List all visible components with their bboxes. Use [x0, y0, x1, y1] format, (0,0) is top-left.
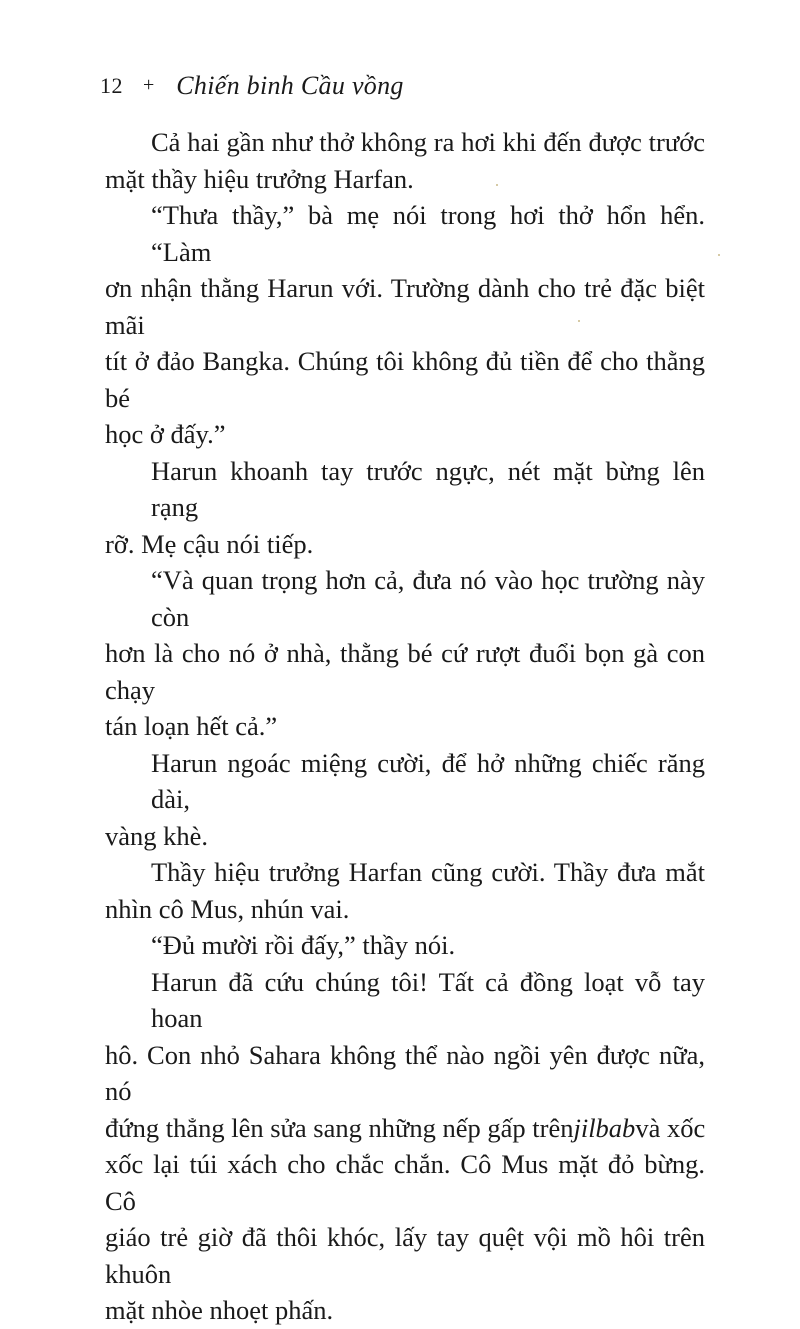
text-line — [105, 124, 705, 161]
text-line — [105, 964, 705, 1037]
running-header — [100, 66, 404, 106]
page-number: 12 — [100, 73, 123, 98]
text-line: ơn nhận thằng Harun với. Trường dành cho trẻ đặc biệt mãi — [105, 273, 705, 340]
text-line: xốc lại túi xách cho chắc chắn. Cô Mus mặt đỏ bừng. Cô — [105, 1149, 705, 1216]
text-line — [105, 1110, 705, 1147]
text-line: tán loạn hết cả.” — [105, 711, 278, 741]
text-line — [105, 854, 705, 891]
text-line-content: Thầy hiệu trưởng Harfan cũng cười. Thầy đưa mắt — [151, 857, 705, 887]
text-line: mặt nhòe nhoẹt phấn. — [105, 1295, 334, 1325]
text-line: “Đủ mười rồi đấy,” thầy nói. — [151, 930, 456, 960]
text-line-content: Cả hai gần như thở không ra hơi khi đến được trước — [151, 127, 705, 157]
paragraph-7 — [105, 927, 705, 964]
text-line: nhìn cô Mus, nhún vai. — [105, 893, 350, 924]
paragraph-4 — [105, 562, 705, 745]
text-line: hơn là cho nó ở nhà, thằng bé cứ rượt đuổi bọn gà con chạy — [105, 638, 705, 705]
text-line: học ở đấy.” — [105, 419, 226, 449]
paragraph-6 — [105, 854, 705, 927]
text-line-content: Harun khoanh tay trước ngực, nét mặt bừng lên rạng — [151, 455, 705, 522]
paragraph-3 — [105, 453, 705, 563]
paper-speck — [718, 254, 720, 256]
text-line: hô. Con nhỏ Sahara không thể nào ngồi yên được nữa, nó — [105, 1039, 705, 1106]
text-line-segment: và xốc — [635, 1112, 706, 1143]
text-line — [105, 197, 705, 270]
paragraph-1 — [105, 124, 705, 197]
text-line-content: Harun ngoác miệng cười, để hở những chiếc răng dài, — [151, 747, 705, 814]
text-line-content: “Và quan trọng hơn cả, đưa nó vào học trường này còn — [151, 565, 705, 632]
text-line — [105, 453, 705, 526]
text-line-segment: đứng thẳng lên sửa sang những nếp gấp trên — [105, 1112, 574, 1143]
text-line — [105, 562, 705, 635]
book-title: Chiến binh Cầu vồng — [176, 71, 404, 100]
cross-ornament-icon: + — [143, 73, 155, 96]
text-line — [105, 745, 705, 818]
paragraph-8 — [105, 964, 705, 1329]
paper-speck — [578, 320, 580, 322]
text-line-content: “Thưa thầy,” bà mẹ nói trong hơi thở hổn hển. “Làm — [151, 200, 705, 267]
text-line: rỡ. Mẹ cậu nói tiếp. — [105, 528, 314, 559]
text-line: vàng khè. — [105, 820, 209, 851]
text-line-content: Harun đã cứu chúng tôi! Tất cả đồng loạt vỗ tay hoan — [151, 966, 705, 1033]
paragraph-2 — [105, 197, 705, 453]
text-line: tít ở đảo Bangka. Chúng tôi không đủ tiền để cho thằng bé — [105, 346, 705, 413]
text-line: giáo trẻ giờ đã thôi khóc, lấy tay quệt vội mồ hôi trên khuôn — [105, 1222, 705, 1289]
italic-term-jilbab: jilbab — [573, 1112, 636, 1143]
paragraph-5 — [105, 745, 705, 855]
text-line: mặt thầy hiệu trưởng Harfan. — [105, 163, 414, 194]
paper-speck — [496, 184, 498, 186]
body-text — [105, 124, 705, 1329]
